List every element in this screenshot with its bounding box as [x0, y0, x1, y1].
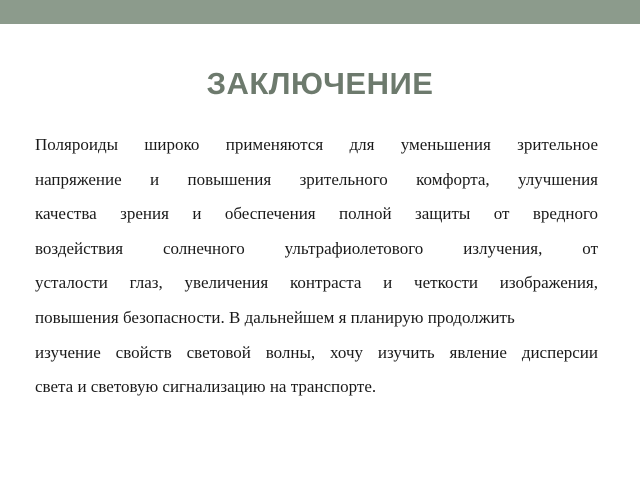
slide-title: ЗАКЛЮЧЕНИЕ	[206, 66, 434, 101]
paragraph-line-8: света и световую сигнализацию на транспорте.	[35, 377, 377, 397]
conclusion-paragraph	[35, 128, 598, 405]
paragraph-line-1: Поляроиды широко применяются для уменьшения зрительное	[35, 135, 598, 154]
top-decorative-band	[0, 0, 640, 24]
paragraph-line-7: изучение свойств световой волны, хочу изучить явление дисперсии	[35, 342, 598, 362]
paragraph-line-4: воздействия солнечного ультрафиолетового излучения, от	[35, 238, 598, 258]
paragraph-line-3: качества зрения и обеспечения полной защиты от вредного	[35, 204, 598, 224]
paragraph-line-6: повышения безопасности. В дальнейшем я планирую продолжить	[35, 307, 515, 327]
paragraph-line-5: усталости глаз, увеличения контраста и четкости изображения,	[35, 273, 598, 293]
paragraph-line-2: напряжение и повышения зрительного комфорта, улучшения	[35, 169, 598, 189]
